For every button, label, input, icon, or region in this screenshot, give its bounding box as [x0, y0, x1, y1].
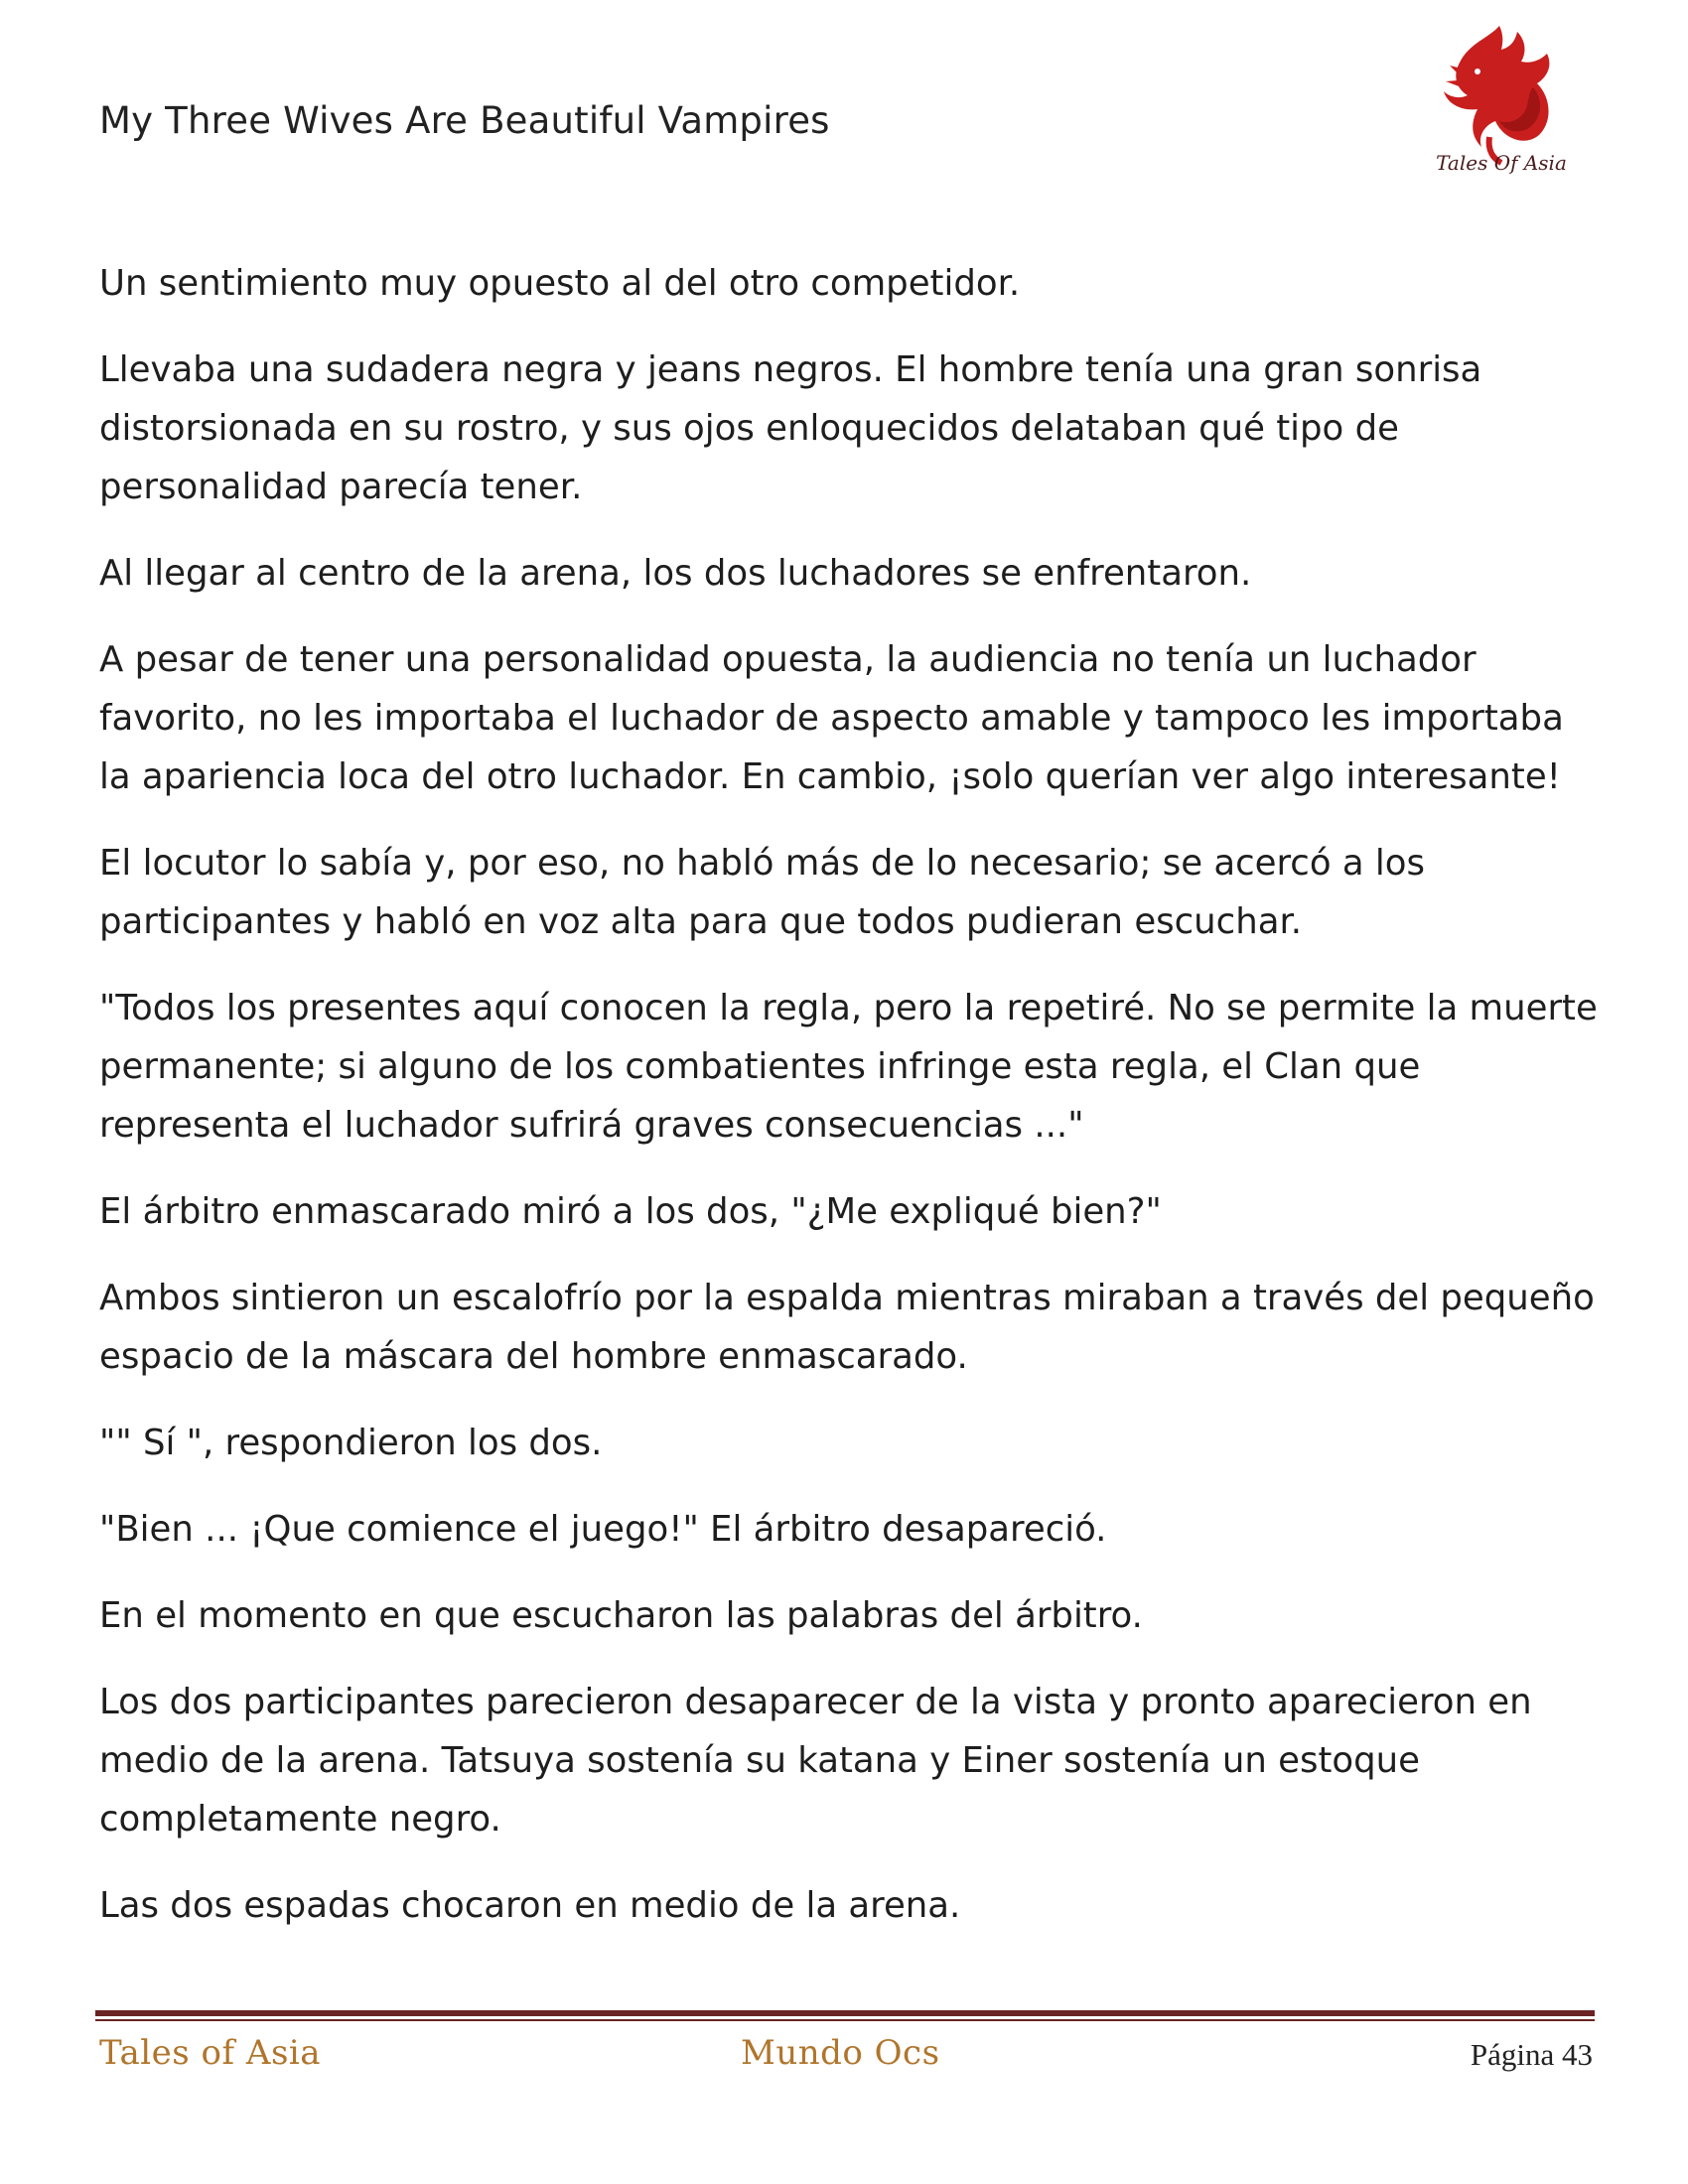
body-text [99, 254, 1599, 1963]
footer-rule [95, 2010, 1595, 2024]
paragraph: Las dos espadas chocaron en medio de la arena. [99, 1885, 961, 1926]
footer-rule-thick [95, 2010, 1595, 2016]
paragraph: Al llegar al centro de la arena, los dos luchadores se enfrentaron. [99, 553, 1252, 594]
logo-text: Tales Of Asia [1436, 151, 1567, 175]
footer-rule-thin [95, 2019, 1595, 2021]
paragraph: "Bien ... ¡Que comience el juego!" El árbitro desapareció. [99, 1509, 1107, 1550]
paragraph: "" Sí ", respondieron los dos. [99, 1423, 603, 1463]
paragraph: A pesar de tener una personalidad opuesta, la audiencia no tenía un luchador favorito, no les importaba el luchador de aspecto amable y tampoco les importaba la apariencia loca del otro luchador. En cambio, ¡solo querían ver algo interesante! [99, 639, 1564, 797]
paragraph: Ambos sintieron un escalofrío por la espalda mientras miraban a través del pequeño espacio de la máscara del hombre enmascarado. [99, 1278, 1595, 1377]
paragraph: Llevaba una sudadera negra y jeans negros. El hombre tenía una gran sonrisa distorsionada en su rostro, y sus ojos enloquecidos delataban qué tipo de personalidad parecía tener. [99, 349, 1482, 507]
footer-site-name: Tales of Asia [99, 2033, 322, 2073]
paragraph: En el momento en que escucharon las palabras del árbitro. [99, 1595, 1143, 1636]
footer-section-name: Mundo Ocs [741, 2033, 940, 2073]
paragraph: Un sentimiento muy opuesto al del otro competidor. [99, 263, 1021, 304]
page-number: Página 43 [1470, 2037, 1593, 2072]
paragraph: "Todos los presentes aquí conocen la regla, pero la repetiré. No se permite la muerte permanente; si alguno de los combatientes infringe esta regla, el Clan que representa el luchador sufrirá graves consecuencias ..." [99, 988, 1598, 1146]
paragraph: El locutor lo sabía y, por eso, no habló más de lo necesario; se acercó a los participantes y habló en voz alta para que todos pudieran escuchar. [99, 843, 1425, 942]
paragraph: El árbitro enmascarado miró a los dos, "¿Me expliqué bien?" [99, 1191, 1162, 1232]
paragraph: Los dos participantes parecieron desaparecer de la vista y pronto aparecieron en medio de la arena. Tatsuya sostenía su katana y Einer sostenía un estoque completamente negro. [99, 1682, 1532, 1840]
header-title: My Three Wives Are Beautiful Vampires [99, 99, 830, 142]
